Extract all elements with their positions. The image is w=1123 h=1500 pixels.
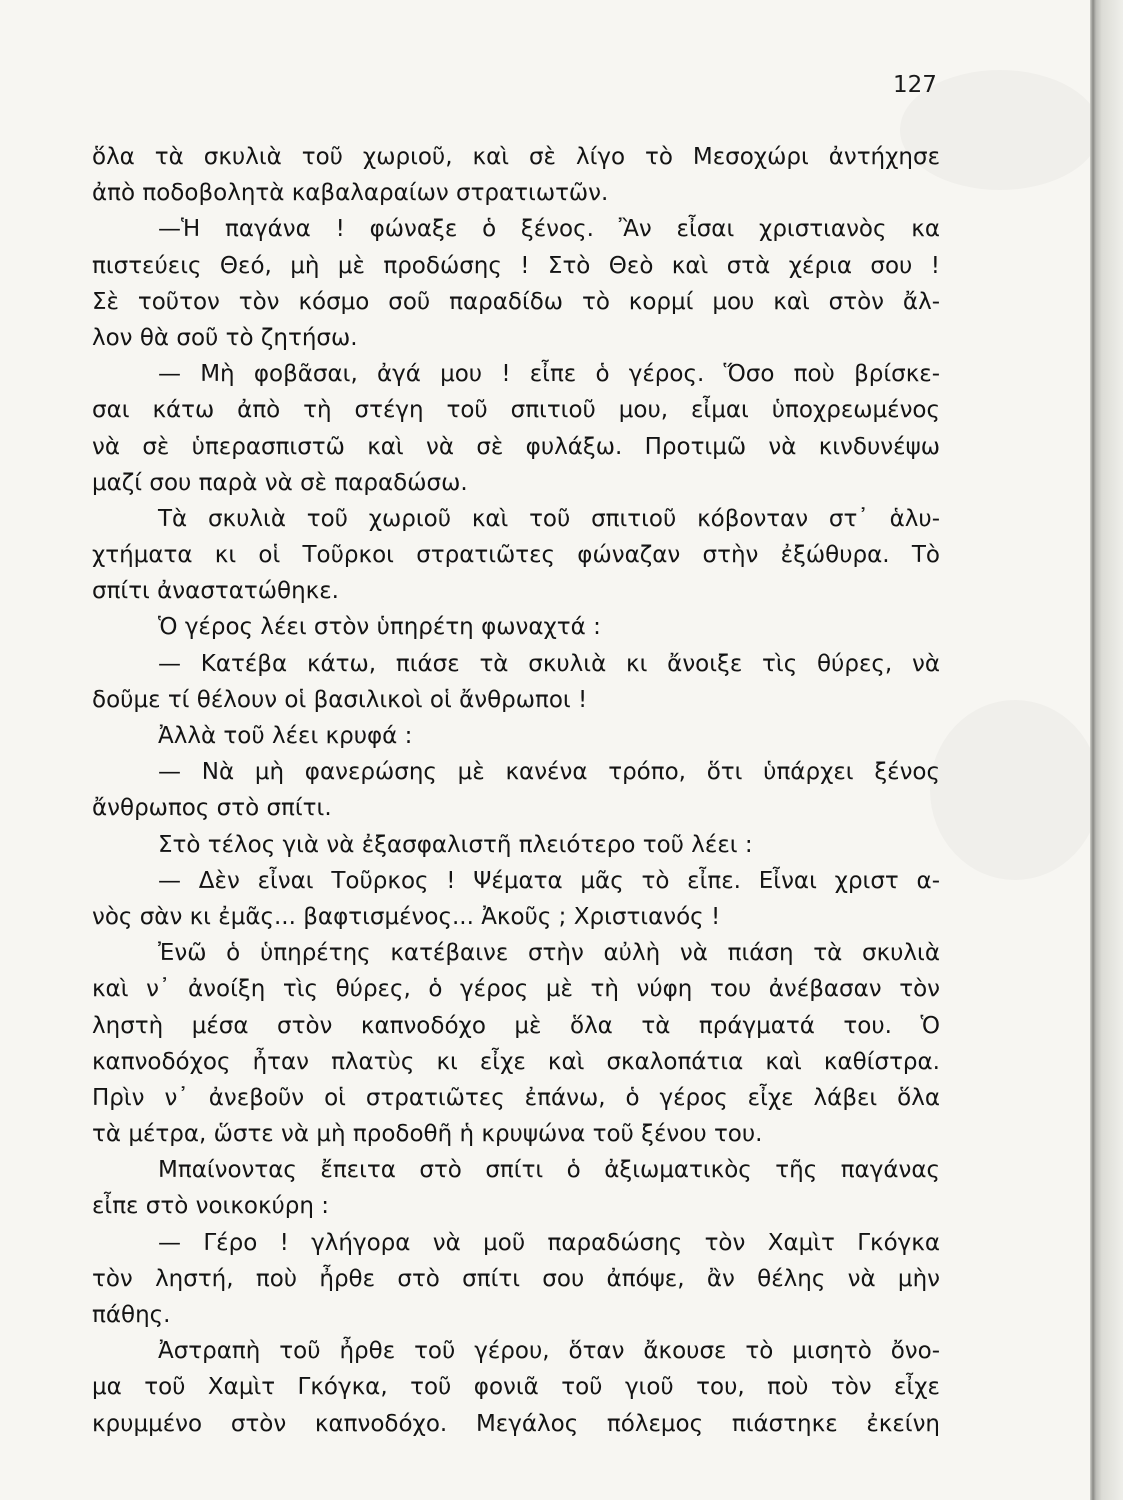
text-line: Ἀστραπὴ τοῦ ἦρθε τοῦ γέρου, ὅταν ἄκουσε τὸ μισητὸ ὄνο- bbox=[158, 1338, 940, 1365]
body-text bbox=[92, 139, 940, 1442]
text-line: — Κατέβα κάτω, πιάσε τὰ σκυλιὰ κι ἄνοιξε τὶς θύρες, νὰ bbox=[158, 650, 940, 677]
text-line: Στὸ τέλος γιὰ νὰ ἐξασφαλιστῆ πλειότερο τοῦ λέει : bbox=[158, 831, 753, 858]
text-line: νὸς σὰν κι ἐμᾶς... βαφτισμένος... Ἀκοῦς ; Χριστιανός ! bbox=[92, 903, 721, 930]
text-line: πάθης. bbox=[92, 1302, 171, 1328]
text-line: σπίτι ἀναστατώθηκε. bbox=[92, 578, 339, 605]
text-line: λον θὰ σοῦ τὸ ζητήσω. bbox=[92, 324, 358, 351]
text-line: μαζί σου παρὰ νὰ σὲ παραδώσω. bbox=[92, 469, 468, 496]
text-line: σαι κάτω ἀπὸ τὴ στέγη τοῦ σπιτιοῦ μου, εἶμαι ὑποχρεωμένος bbox=[92, 397, 940, 424]
bleed-through-shadow bbox=[930, 700, 1100, 880]
text-line: — Γέρο ! γλήγορα νὰ μοῦ παραδώσης τὸν Χαμὶτ Γκόγκα bbox=[158, 1229, 940, 1256]
text-line: Ἀλλὰ τοῦ λέει κρυφά : bbox=[158, 723, 413, 749]
text-line: εἶπε στὸ νοικοκύρη : bbox=[92, 1193, 330, 1220]
text-line: — Μὴ φοβᾶσαι, ἀγά μου ! εἶπε ὁ γέρος. Ὅσο ποὺ βρίσκε- bbox=[158, 361, 940, 388]
page-edge bbox=[1090, 0, 1123, 1500]
text-line: ὅλα τὰ σκυλιὰ τοῦ χωριοῦ, καὶ σὲ λίγο τὸ Μεσοχώρι ἀντήχησε bbox=[92, 144, 940, 170]
text-line: Σὲ τοῦτον τὸν κόσμο σοῦ παραδίδω τὸ κορμί μου καὶ στὸν ἄλ- bbox=[92, 288, 940, 315]
text-line: — Δὲν εἶναι Τοῦρκος ! Ψέματα μᾶς τὸ εἶπε. Εἶναι χριστ α- bbox=[158, 867, 940, 894]
text-line: μα τοῦ Χαμὶτ Γκόγκα, τοῦ φονιᾶ τοῦ γιοῦ του, ποὺ τὸν εἶχε bbox=[92, 1374, 940, 1401]
text-line: ἀπὸ ποδοβολητὰ καβαλαραίων στρατιωτῶν. bbox=[92, 180, 609, 207]
text-line: καὶ ν᾽ ἀνοίξη τὶς θύρες, ὁ γέρος μὲ τὴ νύφη του ἀνέβασαν τὸν bbox=[92, 976, 940, 1003]
text-line: Τὰ σκυλιὰ τοῦ χωριοῦ καὶ τοῦ σπιτιοῦ κόβονταν στ᾽ ἁλυ- bbox=[158, 505, 940, 532]
text-line: — Νὰ μὴ φανερώσης μὲ κανένα τρόπο, ὅτι ὑπάρχει ξένος bbox=[158, 759, 940, 786]
text-line: Ὁ γέρος λέει στὸν ὑπηρέτη φωναχτά : bbox=[158, 614, 601, 641]
text-line: καπνοδόχος ἦταν πλατὺς κι εἶχε καὶ σκαλοπάτια καὶ καθίστρα. bbox=[92, 1048, 940, 1075]
text-line: κρυμμένο στὸν καπνοδόχο. Μεγάλος πόλεμος πιάστηκε ἐκείνη bbox=[92, 1410, 940, 1437]
text-line: —Ἡ παγάνα ! φώναξε ὁ ξένος. Ἂν εἶσαι χριστιανὸς κα bbox=[158, 216, 940, 243]
text-line: τὸν ληστή, ποὺ ἦρθε στὸ σπίτι σου ἀπόψε, ἂν θέλης νὰ μὴν bbox=[92, 1265, 940, 1292]
text-line: Μπαίνοντας ἔπειτα στὸ σπίτι ὁ ἀξιωματικὸς τῆς παγάνας bbox=[158, 1157, 940, 1184]
text-line: Πρὶν ν᾽ ἀνεβοῦν οἱ στρατιῶτες ἐπάνω, ὁ γέρος εἶχε λάβει ὅλα bbox=[92, 1084, 940, 1111]
text-line: χτήματα κι οἱ Τοῦρκοι στρατιῶτες φώναζαν στὴν ἐξώθυρα. Τὸ bbox=[92, 542, 940, 569]
text-line: πιστεύεις Θεό, μὴ μὲ προδώσης ! Στὸ Θεὸ καὶ στὰ χέρια σου ! bbox=[92, 252, 940, 279]
text-line: νὰ σὲ ὑπερασπιστῶ καὶ νὰ σὲ φυλάξω. Προτιμῶ νὰ κινδυνέψω bbox=[92, 433, 940, 460]
text-line: δοῦμε τί θέλουν οἱ βασιλικοὶ οἱ ἄνθρωποι ! bbox=[92, 686, 588, 713]
text-line: ἄνθρωπος στὸ σπίτι. bbox=[92, 795, 332, 822]
text-line: τὰ μέτρα, ὥστε νὰ μὴ προδοθῆ ἡ κρυψώνα τοῦ ξένου του. bbox=[92, 1121, 763, 1148]
page-number: 127 bbox=[893, 72, 937, 98]
text-line: Ἐνῶ ὁ ὑπηρέτης κατέβαινε στὴν αὐλὴ νὰ πιάση τὰ σκυλιὰ bbox=[158, 940, 940, 967]
text-line: ληστὴ μέσα στὸν καπνοδόχο μὲ ὅλα τὰ πράγματά του. Ὁ bbox=[92, 1012, 940, 1039]
